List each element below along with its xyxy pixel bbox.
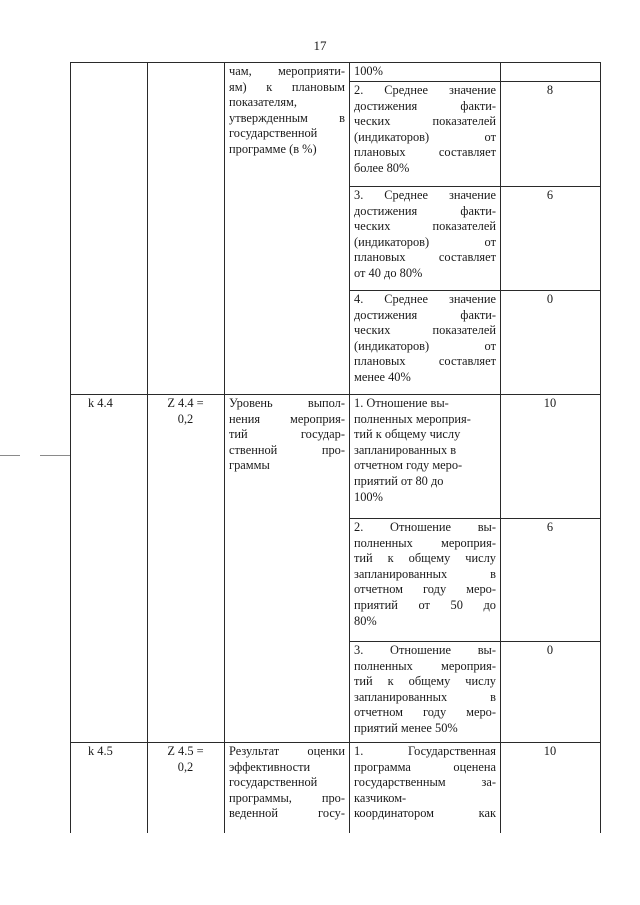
table-column-rule [500,62,501,833]
text-line: ям) к плановым [229,79,345,94]
option-row-rule [349,186,600,187]
text-line: государственной [229,775,318,790]
scan-speck [40,455,70,456]
text-line: ческих показателей [354,114,496,129]
text-line: запланированных в [354,689,496,704]
text-line: от 40 до 80% [354,265,423,280]
criterion-cell [229,744,345,822]
text-line: казчиком- [354,790,407,805]
text-line: тий государ- [229,427,345,442]
text-line: тий к общему числу [354,427,461,442]
text-line: программе (в %) [229,141,317,156]
table-column-rule [147,62,148,833]
text-line: отчетном году меро- [354,458,463,473]
text-line: нения мероприя- [229,411,345,426]
text-line: достижения факти- [354,98,496,113]
text-line: полненных мероприя- [354,411,471,426]
text-line: эффективности [229,759,311,774]
text-line: отчетном году меро- [354,582,496,597]
text-line: 1. Отношение вы- [354,396,449,410]
weight-line: 0,2 [177,411,194,426]
option-row-rule [349,641,600,642]
row-weight [149,744,222,775]
table-column-rule [349,62,350,833]
text-line: плановых составляет [354,250,496,265]
option-row-rule [349,518,600,519]
option-cell [354,64,496,80]
text-line: (индикаторов) от [354,234,496,249]
row-code: k 4.5 [88,744,113,758]
text-line: 100% [354,64,383,78]
page-number: 17 [313,38,327,53]
text-line: 80% [354,613,377,628]
text-line: 2. Отношение вы- [354,520,496,534]
text-line: координатором как [354,806,496,821]
option-row-rule [349,81,600,82]
text-line: Уровень выпол- [229,396,345,410]
option-cell [354,83,496,177]
text-line: граммы [229,458,270,473]
table-column-rule [600,62,601,833]
text-line: утвержденным в [229,110,345,125]
text-line: ческих показателей [354,323,496,338]
text-line: отчетном году меро- [354,705,496,720]
row-weight [149,396,222,427]
table-row-rule [70,62,600,63]
table-column-rule [224,62,225,833]
text-line: 3. Отношение вы- [354,643,496,657]
score-cell: 6 [546,520,554,534]
text-line: показателям, [229,95,297,110]
score-cell: 10 [543,744,557,758]
row-code: k 4.4 [88,396,113,410]
table-column-rule [70,62,71,833]
text-line: полненных мероприя- [354,658,496,673]
criterion-cell [229,64,345,158]
option-row-rule [349,290,600,291]
text-line: 100% [354,489,383,504]
text-line: чам, мероприяти- [229,64,345,78]
text-line: более 80% [354,160,410,175]
score-cell: 0 [546,292,554,306]
text-line: 4. Среднее значение [354,292,496,306]
text-line: ческих показателей [354,219,496,234]
option-cell [354,292,496,386]
text-line: запланированных в [354,442,457,457]
score-cell: 0 [546,643,554,657]
text-line: достижения факти- [354,203,496,218]
text-line: тий к общему числу [354,674,496,689]
text-line: приятий от 50 до [354,597,496,612]
text-line: 1. Государственная [354,744,496,758]
text-line: (индикаторов) от [354,338,496,353]
text-line: 3. Среднее значение [354,188,496,202]
option-cell [354,188,496,282]
table-row-rule [70,394,600,395]
score-cell: 6 [546,188,554,202]
option-cell [354,643,496,737]
score-cell: 10 [543,396,557,410]
text-line: государственной [229,126,318,141]
weight-line: Z 4.4 = [167,396,204,410]
text-line: запланированных в [354,566,496,581]
option-cell [354,396,496,505]
text-line: государственным за- [354,775,496,790]
text-line: программа оценена [354,759,496,774]
text-line: 2. Среднее значение [354,83,496,97]
text-line: веденной госу- [229,806,345,821]
text-line: приятий от 80 до [354,473,444,488]
text-line: плановых составляет [354,145,496,160]
text-line: приятий менее 50% [354,720,458,735]
text-line: ственной про- [229,442,345,457]
scan-speck [0,455,20,456]
criterion-cell [229,396,345,474]
text-line: полненных мероприя- [354,535,496,550]
text-line: тий к общему числу [354,551,496,566]
weight-line: 0,2 [177,759,194,774]
score-cell: 8 [546,83,554,97]
text-line: программы, про- [229,790,345,805]
option-cell [354,744,496,822]
weight-line: Z 4.5 = [167,744,204,758]
table-row-rule [70,742,600,743]
text-line: Результат оценки [229,744,345,758]
text-line: менее 40% [354,369,411,384]
text-line: (индикаторов) от [354,129,496,144]
text-line: достижения факти- [354,307,496,322]
text-line: плановых составляет [354,354,496,369]
option-cell [354,520,496,629]
